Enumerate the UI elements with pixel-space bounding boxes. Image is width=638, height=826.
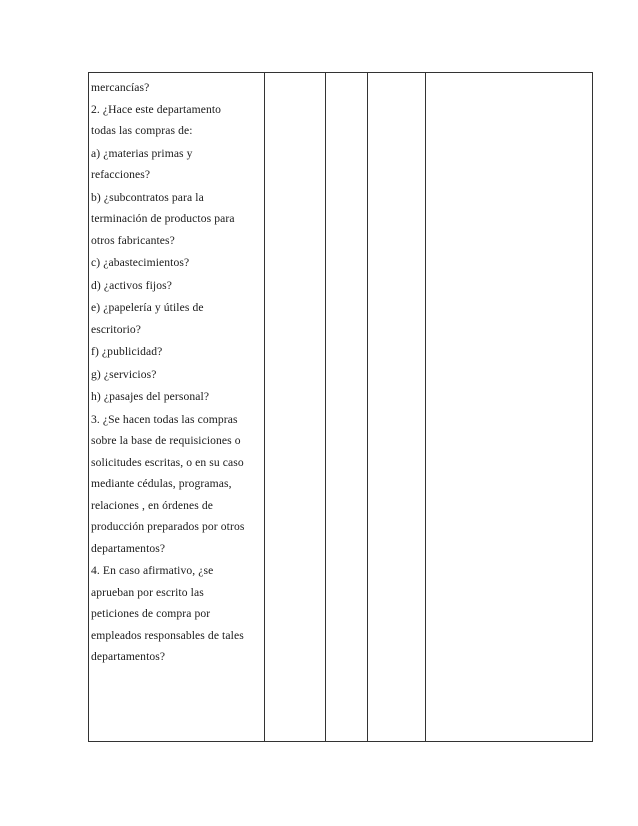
- question-line: peticiones de compra por: [91, 607, 211, 620]
- question-line: mediante cédulas, programas,: [91, 477, 232, 490]
- question-line: departamentos?: [91, 541, 166, 555]
- question-line: todas las compras de:: [91, 124, 193, 137]
- question-paragraph: [91, 252, 264, 274]
- question-line: f) ¿publicidad?: [91, 345, 163, 358]
- question-paragraph: [91, 386, 264, 408]
- question-line: sobre la base de requisiciones o: [91, 434, 241, 447]
- question-line: relaciones , en órdenes de: [91, 498, 214, 512]
- question-paragraph: [91, 99, 264, 142]
- question-paragraph: [91, 275, 264, 297]
- question-line: empleados responsables de tales: [91, 628, 244, 642]
- question-line: 2. ¿Hace este departamento: [91, 102, 222, 116]
- question-paragraph: [91, 297, 264, 340]
- question-line: otros fabricantes?: [91, 233, 175, 247]
- question-line: terminación de productos para: [91, 212, 235, 225]
- question-line: escritorio?: [91, 322, 142, 336]
- question-line: mercancías?: [91, 81, 150, 94]
- column-divider: [325, 73, 326, 741]
- question-line: g) ¿servicios?: [91, 367, 157, 381]
- questions-column: [89, 73, 264, 669]
- question-line: a) ¿materias primas y: [91, 146, 193, 160]
- question-paragraph: [91, 560, 264, 668]
- question-line: b) ¿subcontratos para la: [91, 190, 204, 204]
- question-line: 4. En caso afirmativo, ¿se: [91, 564, 214, 577]
- question-paragraph: [91, 77, 264, 99]
- column-divider: [425, 73, 426, 741]
- question-line: aprueban por escrito las: [91, 585, 204, 599]
- question-line: departamentos?: [91, 650, 166, 663]
- column-divider: [367, 73, 368, 741]
- question-line: c) ¿abastecimientos?: [91, 256, 190, 269]
- question-line: e) ¿papelería y útiles de: [91, 301, 204, 314]
- question-paragraph: [91, 341, 264, 363]
- question-line: producción preparados por otros: [91, 520, 245, 533]
- question-line: refacciones?: [91, 168, 151, 181]
- question-paragraph: [91, 409, 264, 560]
- question-line: d) ¿activos fijos?: [91, 278, 172, 292]
- question-line: 3. ¿Se hacen todas las compras: [91, 412, 238, 426]
- question-line: h) ¿pasajes del personal?: [91, 390, 210, 403]
- question-line: solicitudes escritas, o en su caso: [91, 455, 244, 469]
- question-paragraph: [91, 364, 264, 386]
- column-divider: [264, 73, 265, 741]
- question-paragraph: [91, 187, 264, 252]
- questionnaire-table: [88, 72, 593, 742]
- question-paragraph: [91, 143, 264, 186]
